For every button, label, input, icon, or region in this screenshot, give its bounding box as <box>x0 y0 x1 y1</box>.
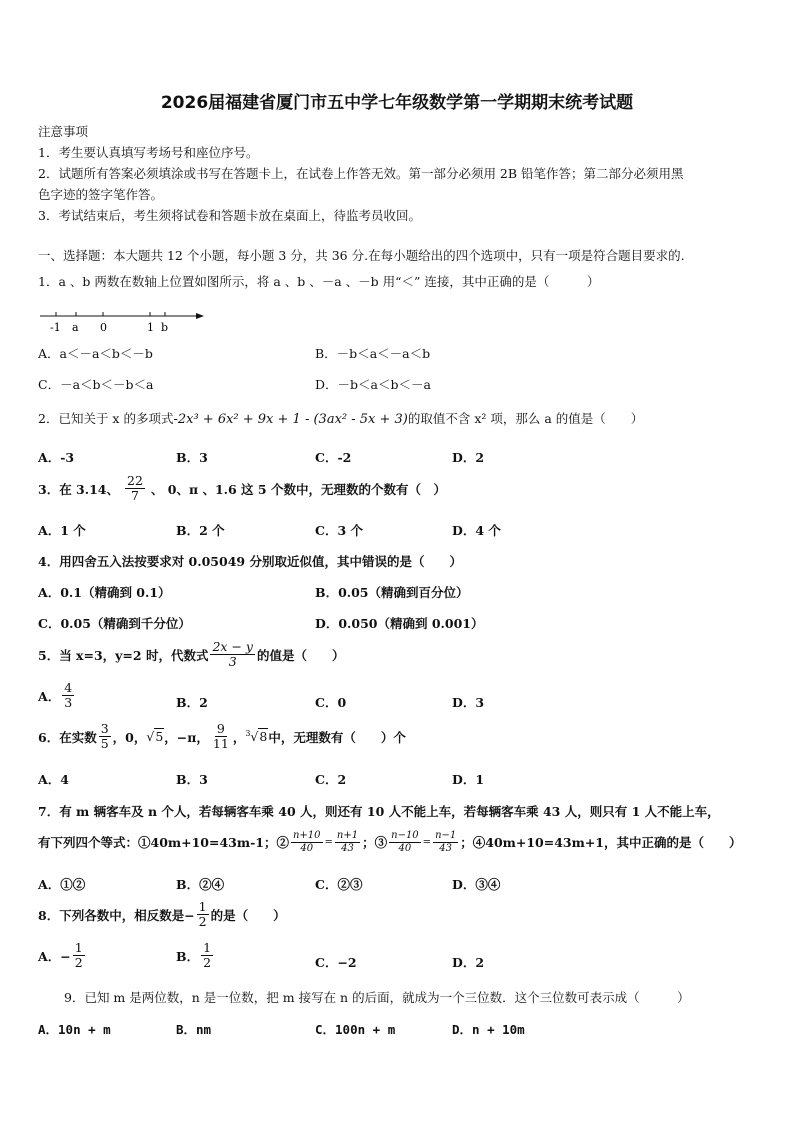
q6-mid1: ，0， <box>112 729 147 745</box>
q6-sqrt: √5 <box>146 729 164 745</box>
q9-stem: 9．已知 m 是两位数，n 是一位数，把 m 接写在 n 的后面，就成为一个三位数．这个三位数可表示成（ ） <box>64 990 690 1005</box>
q3-option-a: A．1 个 <box>38 523 86 538</box>
q8-option-a-num: 1 <box>74 940 83 955</box>
q2-stem <box>38 409 643 427</box>
q6-f2-den: 11 <box>212 736 229 752</box>
q7-line2-pre: 有下列四个等式：①40m+10=43m-1；② <box>38 835 289 850</box>
q8-frac-den: 2 <box>198 914 207 930</box>
q6-option-a: A．4 <box>38 772 69 787</box>
q8-pre: 8．下列各数中，相反数是− <box>38 907 195 923</box>
label-b: b <box>161 321 169 334</box>
q7-mid: ；③ <box>362 835 388 850</box>
q9-option-d: D．n + 10m <box>452 1022 525 1037</box>
notice-heading: 注意事项 <box>38 124 89 139</box>
label-a: a <box>72 321 79 334</box>
q9-option-b: B．nm <box>176 1022 212 1037</box>
q1-option-b: B．－b＜a＜－a＜b <box>315 346 431 361</box>
q9-option-a: A．10n + m <box>38 1022 111 1037</box>
q2-pre: 2．已知关于 x 的多项式 <box>38 411 174 426</box>
notice-item-2-cont: 色字迹的签字笔作答。 <box>38 187 164 202</box>
number-line <box>38 306 208 336</box>
q1-option-d: D．－b＜a＜b＜－a <box>315 377 431 392</box>
q7-option-c: C．②③ <box>315 877 363 892</box>
q6-cbrt-radicand: 8 <box>259 729 268 745</box>
q4-option-c: C．0.05（精确到千分位） <box>38 616 191 631</box>
q3-option-c: C．3 个 <box>315 523 363 538</box>
q2-option-c: C．-2 <box>315 450 352 465</box>
q2-option-d: D．2 <box>452 450 485 465</box>
q8-option-a-fraction <box>73 941 85 971</box>
notice-item-2: 2．试题所有答案必须填涂或书写在答题卡上，在试卷上作答无效。第一部分必须用 2B 铅笔作答；第二部分必须用黑 <box>38 166 684 181</box>
q1-stem: 1．a 、b 两数在数轴上位置如图所示，将 a 、b 、－a 、－b 用“＜” 连接，其中正确的是（ ） <box>38 274 600 289</box>
q6-option-d: D．1 <box>452 772 485 787</box>
label-0: 0 <box>100 321 107 334</box>
q2-option-a: A．-3 <box>38 450 75 465</box>
q8-fraction <box>197 900 209 930</box>
q7-eq2-left-den: 40 <box>300 842 314 854</box>
q4-option-a: A．0.1（精确到 0.1） <box>38 585 171 600</box>
q7-eq3-equals: = <box>422 836 432 848</box>
q5-fraction <box>210 640 255 670</box>
q8-option-b <box>176 941 215 971</box>
q8-option-b-label: B． <box>176 948 200 964</box>
q7-line-1: 7．有 m 辆客车及 n 个人，若每辆客车乘 40 人，则还有 10 人不能上车，若每辆客车乘 43 人，则只有 1 人不能上车， <box>38 804 720 819</box>
q8-frac-num: 1 <box>198 899 207 914</box>
q7-line2-post: ；④40m+10=43m+1，其中正确的是（ ） <box>460 835 742 850</box>
q6-pre: 6．在实数 <box>38 729 97 745</box>
q6-cbrt: $^3$√8 <box>245 729 268 745</box>
q7-option-b: B．②④ <box>176 877 225 892</box>
q7-eq3-left-den: 40 <box>398 842 412 854</box>
q6-f2-num: 9 <box>216 721 225 736</box>
q7-eq2-right-num: n+1 <box>336 830 359 841</box>
q5-frac-den: 3 <box>228 654 237 670</box>
q8-option-a-label: A．− <box>38 948 71 964</box>
q3-pre: 3．在 3.14、 <box>38 481 119 497</box>
q7-option-a: A．①② <box>38 877 86 892</box>
q3-fraction <box>125 474 145 504</box>
q8-option-a <box>38 941 87 971</box>
q5-option-a-label: A． <box>38 688 61 704</box>
q3-option-d: D．4 个 <box>452 523 501 538</box>
q2-expression: -2x³ + 6x² + 9x + 1 - (3ax² - 5x + 3) <box>173 412 408 427</box>
q3-post: 、 0、π 、1.6 这 5 个数中，无理数的个数有（ ） <box>150 481 446 497</box>
q6-option-b: B．3 <box>176 772 208 787</box>
q5-pre: 5．当 x=3，y=2 时，代数式 <box>38 647 209 663</box>
q7-eq3-left-num: n−10 <box>391 830 419 841</box>
q4-option-b: B．0.05（精确到百分位） <box>315 585 469 600</box>
q7-eq2-equals: = <box>324 836 333 848</box>
q9-option-c: C．100n + m <box>315 1022 396 1037</box>
q7-eq3-right-num: n−1 <box>435 830 457 841</box>
q3-frac-den: 7 <box>130 488 139 504</box>
q5-option-a-num: 4 <box>64 680 73 695</box>
q5-option-c: C．0 <box>315 695 347 710</box>
q4-stem: 4．用四舍五入法按要求对 0.05049 分别取近似值，其中错误的是（ ） <box>38 554 462 569</box>
q8-option-c: C．−2 <box>315 955 357 970</box>
section-heading: 一、选择题：本大题共 12 个小题，每小题 3 分，共 36 分.在每小题给出的四个选项中，只有一项是符合题目要求的. <box>38 248 685 263</box>
notice-item-3: 3．考试结束后，考生须将试卷和答题卡放在桌面上，待监考员收回。 <box>38 208 421 223</box>
number-line-arrow <box>196 313 204 319</box>
q7-eq2-left-num: n+10 <box>292 830 321 841</box>
q6-mid2: ，−π， <box>164 729 209 745</box>
q2-option-b: B．3 <box>176 450 208 465</box>
q6-fraction-1 <box>99 722 111 752</box>
q4-option-d: D．0.050（精确到 0.001） <box>315 616 484 631</box>
q8-option-b-den: 2 <box>203 955 212 971</box>
q5-option-a-fraction <box>62 681 74 711</box>
label-1: 1 <box>147 321 154 334</box>
q5-post: 的值是（ ） <box>256 647 345 663</box>
q6-stem <box>38 722 406 752</box>
q6-option-c: C．2 <box>315 772 347 787</box>
q7-eq3-right <box>433 830 458 854</box>
q6-sqrt-radicand: 5 <box>155 729 164 745</box>
q7-eq2-right <box>335 830 360 854</box>
q8-option-b-num: 1 <box>203 940 212 955</box>
q7-eq2-right-den: 43 <box>341 842 354 854</box>
q7-eq2-left <box>291 830 323 854</box>
q3-stem <box>38 474 446 504</box>
q6-f1-den: 5 <box>100 736 109 752</box>
q3-option-b: B．2 个 <box>176 523 225 538</box>
q7-option-d: D．③④ <box>452 877 501 892</box>
q5-frac-num: 2x − y <box>212 639 253 654</box>
label-neg1: -1 <box>50 321 61 334</box>
q5-option-d: D．3 <box>452 695 485 710</box>
q7-eq3-right-den: 43 <box>439 842 453 854</box>
q5-option-a-den: 3 <box>64 695 73 711</box>
q3-frac-num: 22 <box>127 473 143 488</box>
q5-option-a <box>38 681 76 711</box>
q6-f1-num: 3 <box>100 721 109 736</box>
q5-stem <box>38 640 344 670</box>
q1-option-c: C．－a＜b＜－b＜a <box>38 377 154 392</box>
q6-post: 中，无理数有（ ）个 <box>268 729 406 745</box>
q5-option-b: B．2 <box>176 695 208 710</box>
q8-option-d: D．2 <box>452 955 485 970</box>
q8-stem <box>38 900 286 930</box>
q7-eq3-left <box>389 830 421 854</box>
q6-fraction-2 <box>211 722 231 752</box>
q8-option-b-fraction <box>201 941 213 971</box>
q8-post: 的是（ ） <box>210 907 286 923</box>
q6-mid3: ， <box>232 729 246 745</box>
q2-post: 的取值不含 x² 项，那么 a 的值是（ ） <box>407 411 644 426</box>
q7-line-2 <box>38 830 742 854</box>
q1-option-a: A．a＜－a＜b＜－b <box>38 346 153 361</box>
page-title: 2026届福建省厦门市五中学七年级数学第一学期期末统考试题 <box>160 93 634 113</box>
notice-item-1: 1．考生要认真填写考场号和座位序号。 <box>38 145 259 160</box>
q8-option-a-den: 2 <box>74 955 83 971</box>
